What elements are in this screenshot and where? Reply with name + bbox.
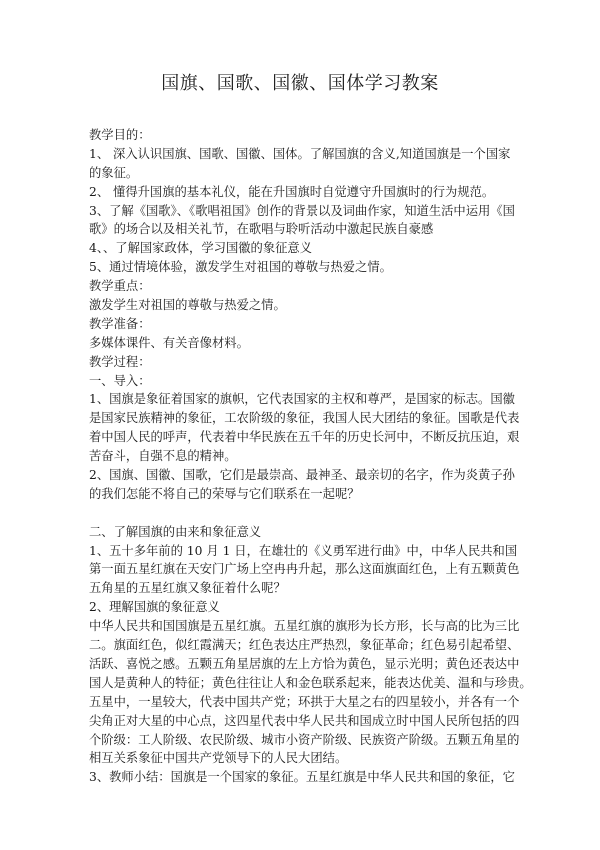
text-line: 1、五十多年前的 10 月 1 日，在雄壮的《义勇军进行曲》中，中华人民共和国	[89, 543, 518, 558]
text-line: 个阶级：工人阶级、农民阶级、城市小资产阶级、民族资产阶级。五颗五角星的	[89, 732, 520, 747]
text-line: 1、 深入认识国旗、国歌、国徽、国体。了解国旗的含义,知道国旗是一个国家	[89, 146, 511, 161]
text-line: 2、 懂得升国旗的基本礼仪，能在升国旗时自觉遵守升国旗时的行为规范。	[89, 184, 495, 199]
page-title: 国旗、国歌、国徽、国体学习教案	[161, 73, 439, 94]
text-line: 苦奋斗，自强不息的精神。	[89, 449, 237, 464]
text-line: 3、教师小结：国旗是一个国家的象征。五星红旗是中华人民共和国的象征，它	[89, 770, 515, 785]
text-line: 教学重点：	[89, 279, 151, 294]
text-line: 教学过程：	[89, 354, 151, 369]
text-line: 中华人民共和国国旗是五星红旗。五星红旗的旗形为长方形，长与高的比为三比	[89, 619, 520, 634]
text-line: 歌》的场合以及相关礼节，在歌唱与聆听活动中激起民族自豪感	[89, 222, 434, 237]
text-line: 2、理解国旗的象征意义	[89, 600, 220, 615]
text-line: 教学准备：	[89, 316, 151, 331]
text-line: 尖角正对大星的中心点，这四星代表中华人民共和国成立时中国人民所包括的四	[89, 713, 520, 728]
text-line: 2、国旗、国徽、国歌，它们是最崇高、最神圣、最亲切的名字，作为炎黄子孙	[89, 468, 515, 483]
text-line: 是国家民族精神的象征，工农阶级的象征，我国人民大团结的象征。国歌是代表	[89, 411, 520, 426]
text-line: 着中国人民的呼声，代表着中华民族在五千年的历史长河中，不断反抗压迫，艰	[89, 430, 520, 445]
text-line: 相互关系象征中国共产党领导下的人民大团结。	[89, 751, 348, 766]
text-line: 教学目的：	[89, 128, 151, 142]
text-line: 的象征。	[89, 165, 139, 180]
text-line: 二。旗面红色，似红霞满天；红色表达庄严热烈，象征革命；红色易引起希望、	[89, 638, 520, 653]
text-line: 一、导入：	[89, 373, 151, 388]
text-line: 4、、了解国家政体，学习国徽的象征意义	[89, 241, 313, 256]
text-line: 5、通过情境体验，激发学生对祖国的尊敬与热爱之情。	[89, 260, 392, 275]
blank-line	[89, 504, 514, 523]
text-line: 第一面五星红旗在天安门广场上空冉冉升起，那么这面旗面红色，上有五颗黄色	[89, 562, 520, 577]
document-body	[89, 126, 532, 787]
text-line: 1、国旗是象征着国家的旗帜，它代表国家的主权和尊严，是国家的标志。国徽	[89, 392, 515, 407]
text-line: 激发学生对祖国的尊敬与热爱之情。	[89, 298, 286, 313]
text-line: 活跃、喜悦之感。五颗五角星居旗的左上方恰为黄色，显示光明；黄色还表达中	[89, 656, 520, 671]
text-line: 五星中，一星较大，代表中国共产党；环拱于大星之右的四星较小，并各有一个	[89, 694, 520, 709]
text-line: 的我们怎能不将自己的荣辱与它们联系在一起呢？	[89, 486, 360, 501]
text-line: 国人是黄种人的特征；黄色往往让人和金色联系起来，能表达优美、温和与珍贵。	[89, 675, 532, 690]
text-line: 五角星的五星红旗又象征着什么呢？	[89, 581, 286, 596]
text-line: 二、了解国旗的由来和象征意义	[89, 524, 262, 539]
text-line: 3、了解《国歌》、《歌唱祖国》创作的背景以及词曲作家，知道生活中运用《国	[89, 203, 515, 218]
text-line: 多媒体课件、有关音像材料。	[89, 335, 249, 350]
